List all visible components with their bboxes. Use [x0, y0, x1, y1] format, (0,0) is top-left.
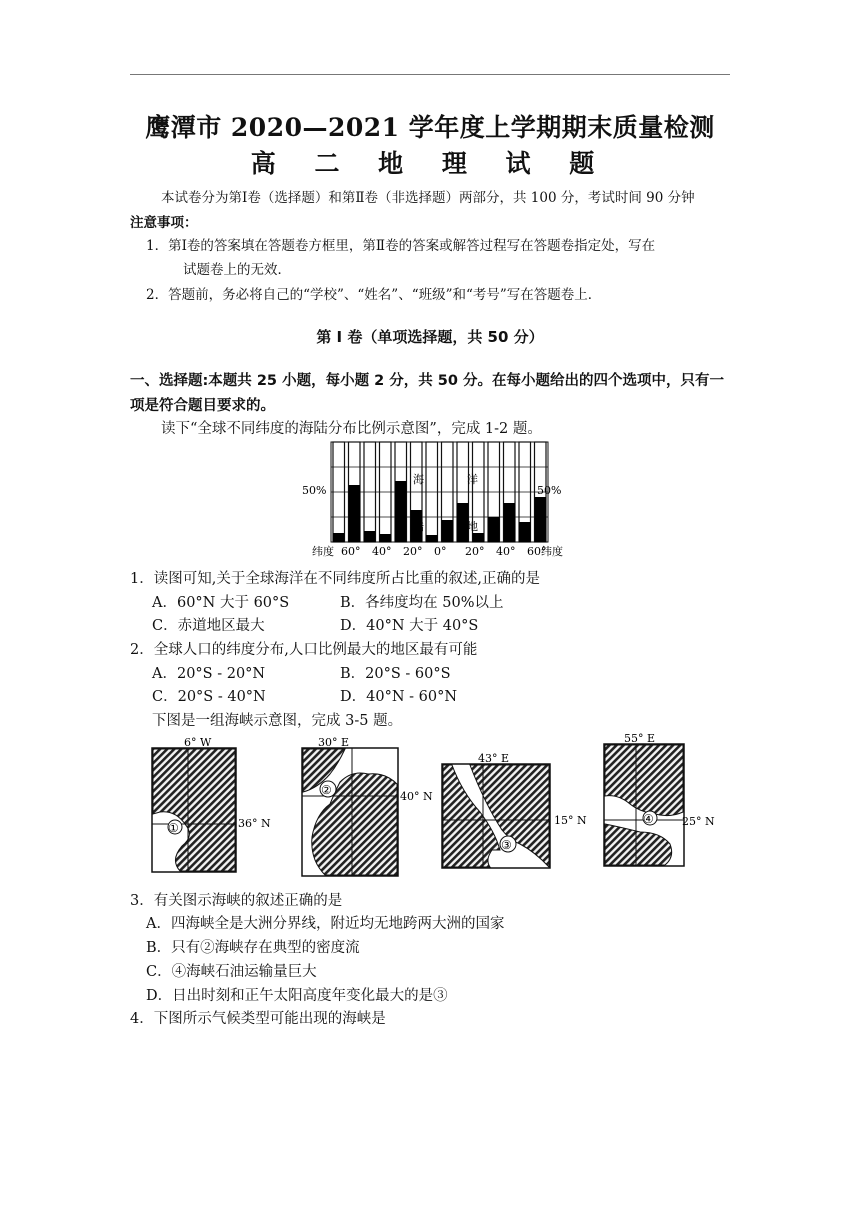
q2-option-a: A．20°S - 20°N — [152, 666, 266, 682]
land-bar-2 — [364, 531, 376, 542]
q2-option-b: B．20°S - 60°S — [340, 666, 451, 682]
land-bar-13 — [535, 497, 547, 542]
land-bar-9 — [473, 533, 485, 542]
axis-label-left: 纬度 — [312, 545, 334, 558]
q3-stem: 3．有关图示海峡的叙述正确的是 — [130, 893, 343, 909]
chart-right-50-label: 50% — [537, 484, 562, 497]
land-bar-3 — [380, 534, 392, 542]
q4-stem: 4．下图所示气候类型可能出现的海峡是 — [130, 1011, 386, 1027]
land-bar-10 — [488, 517, 500, 542]
strait-1-number: ① — [168, 821, 179, 835]
land-bar-7 — [442, 520, 454, 542]
tick-label-4: 20° — [465, 545, 485, 558]
strait-3-lon: 43° E — [478, 752, 510, 765]
land-bar-6 — [426, 535, 438, 542]
strait-maps — [140, 732, 730, 882]
strait-map-2 — [302, 736, 433, 876]
q3-option-d: D．日出时刻和正午太阳高度年变化最大的是③ — [146, 988, 448, 1004]
notice-heading: 注意事项： — [130, 215, 198, 231]
notice-item-1-cont: 试题卷上的无效． — [183, 262, 291, 278]
strait-4-lon: 55° E — [624, 732, 656, 745]
strait-1-lon: 6° W — [184, 736, 212, 749]
land-bar-11 — [504, 503, 516, 542]
top-rule — [130, 74, 730, 75]
strait-1-lat: 36° N — [238, 817, 271, 830]
land-bar-12 — [519, 522, 531, 542]
tick-label-6: 60° — [527, 545, 547, 558]
notice-item-2: 2．答题前，务必将自己的“学校”、“姓名”、“班级”和“考号”写在答题卷上． — [146, 287, 602, 303]
chart-bars — [331, 442, 548, 542]
q3-option-b: B．只有②海峡存在典型的密度流 — [146, 940, 360, 956]
strait-2-lat: 40° N — [400, 790, 433, 803]
chart-left-50-label: 50% — [302, 484, 327, 497]
strait-2-lon: 30° E — [318, 736, 350, 749]
land-sea-chart — [296, 434, 581, 562]
q2-option-c: C．20°S - 40°N — [152, 689, 266, 705]
tick-label-1: 40° — [372, 545, 392, 558]
tick-label-3: 0° — [434, 545, 447, 558]
q1-option-d: D．40°N 大于 40°S — [340, 618, 479, 634]
intro-text: 本试卷分为第Ⅰ卷（选择题）和第Ⅱ卷（非选择题）两部分，共 100 分，考试时间 90 分钟 — [161, 190, 695, 206]
chart-tick-labels — [341, 545, 547, 558]
read-instruction-2: 下图是一组海峡示意图，完成 3-5 题。 — [152, 713, 403, 729]
q3-option-a: A．四海峡全是大洲分界线，附近均无地跨两大洲的国家 — [146, 916, 505, 932]
tick-label-2: 20° — [403, 545, 423, 558]
land-label-1: 陆 — [413, 520, 424, 533]
ocean-label-1: 海 — [413, 473, 424, 486]
strait-3-lat: 15° N — [554, 814, 587, 827]
tick-label-5: 40° — [496, 545, 516, 558]
strait-map-3 — [442, 752, 587, 868]
q3-option-c: C．④海峡石油运输量巨大 — [146, 964, 317, 980]
strait-4-number: ④ — [643, 812, 654, 826]
exam-subtitle: 高 二 地 理 试 题 — [250, 149, 610, 178]
q1-option-b: B．各纬度均在 50%以上 — [340, 595, 504, 611]
q1-option-a: A．60°N 大于 60°S — [152, 595, 290, 611]
part1-instructions: 一、选择题:本题共 25 小题，每小题 2 分，共 50 分。在每小题给出的四个选项中，只有一 — [130, 373, 725, 389]
land-label-2: 地 — [467, 520, 478, 533]
exam-title: 鹰潭市 2020—2021 学年度上学期期末质量检测 — [145, 113, 715, 142]
land-bar-1 — [349, 485, 361, 542]
notice-item-1: 1．第Ⅰ卷的答案填在答题卷方框里，第Ⅱ卷的答案或解答过程写在答题卷指定处，写在 — [146, 238, 656, 254]
tick-label-0: 60° — [341, 545, 361, 558]
q1-stem: 1．读图可知,关于全球海洋在不同纬度所占比重的叙述,正确的是 — [130, 571, 540, 587]
read-instruction-1: 读下“全球不同纬度的海陆分布比例示意图”，完成 1-2 题。 — [161, 421, 542, 437]
strait-map-1 — [152, 736, 271, 872]
land-bar-0 — [333, 533, 345, 542]
strait-2-number: ② — [321, 783, 332, 797]
q2-option-d: D．40°N - 60°N — [340, 689, 458, 705]
axis-label-right: 纬度 — [541, 545, 563, 558]
land-bar-4 — [395, 481, 407, 542]
section-title: 第 I 卷（单项选择题，共 50 分） — [316, 328, 544, 346]
q2-stem: 2．全球人口的纬度分布,人口比例最大的地区最有可能 — [130, 642, 478, 658]
strait-map-4 — [604, 732, 715, 866]
strait-3-number: ③ — [501, 838, 512, 852]
ocean-label-2: 洋 — [467, 473, 478, 486]
q1-option-c: C．赤道地区最大 — [152, 618, 265, 634]
strait-4-lat: 25° N — [682, 815, 715, 828]
part1-instructions-cont: 项是符合题目要求的。 — [130, 398, 275, 414]
